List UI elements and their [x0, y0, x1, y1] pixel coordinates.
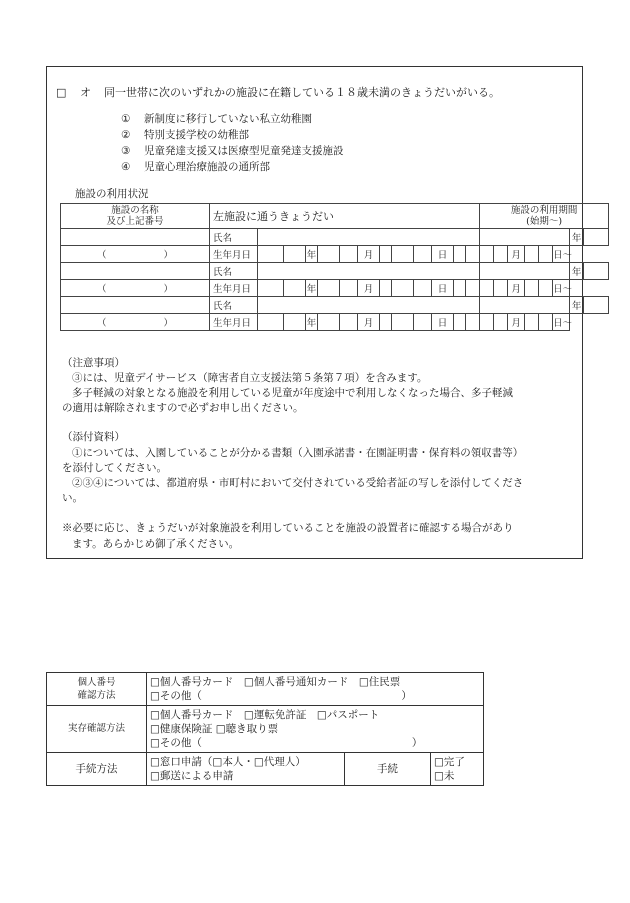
personal-number-option-line-2[interactable]: □その他（ ） — [150, 690, 412, 702]
period-day-label-3: 日～ — [553, 314, 570, 331]
period-year-boxes-1[interactable] — [480, 229, 570, 246]
birth-month-label-1: 月 — [358, 246, 380, 263]
facility-num-4: ④ — [121, 161, 131, 173]
name-label-1: 氏名 — [210, 229, 258, 246]
birth-year-label-3: 年 — [306, 314, 318, 331]
facility-text-2: 特別支援学校の幼稚部 — [144, 129, 249, 141]
period-day-label-2: 日～ — [553, 280, 570, 297]
procedure-method-label: 手続方法 — [47, 753, 147, 786]
facility-number-paren-1[interactable]: （ ） — [61, 246, 210, 263]
facility-text-3: 児童発達支援又は医療型児童発達支援施設 — [144, 145, 344, 157]
footnote-line-2: ます。あらかじめ御了承ください。 — [72, 538, 240, 550]
confirmation-table — [46, 672, 484, 786]
birth-month-label-2: 月 — [358, 280, 380, 297]
attach-line-4: い。 — [62, 492, 83, 504]
attach-line-3: ②③④については、都道府県・市町村において交付されている受給者証の写しを添付してくださ — [72, 477, 524, 489]
birth-year-label-1: 年 — [306, 246, 318, 263]
facility-name-cell-2[interactable] — [61, 263, 210, 280]
facility-name-cell-1[interactable] — [61, 229, 210, 246]
period-year-label-2: 年 — [570, 263, 584, 280]
period-year-label-3: 年 — [570, 297, 584, 314]
period-month-label-1: 月 — [508, 246, 525, 263]
period-year-label-1: 年 — [570, 229, 584, 246]
personal-number-option-line-1[interactable]: □個人番号カード □個人番号通知カード □住民票 — [150, 676, 401, 688]
period-day-label-1: 日～ — [553, 246, 570, 263]
header-usage-period: 施設の利用期間 (始期～) — [480, 204, 609, 229]
personal-number-options[interactable] — [147, 673, 484, 706]
period-month-label-3: 月 — [508, 314, 525, 331]
period-year-boxes-3[interactable] — [480, 297, 570, 314]
name-input-3[interactable] — [258, 297, 480, 314]
notes-line-1: ③には、児童デイサービス（障害者自立支援法第５条第７項）を含みます。 — [72, 372, 428, 384]
notes-title: （注意事項） — [62, 357, 125, 369]
item-o-checkbox[interactable]: □ — [56, 86, 67, 99]
identity-options[interactable] — [147, 706, 484, 753]
period-month-label-2: 月 — [508, 280, 525, 297]
facility-number-paren-3[interactable]: （ ） — [61, 314, 210, 331]
footnote-line-1: ※必要に応じ、きょうだいが対象施設を利用していることを施設の設置者に確認する場合があり — [62, 522, 514, 534]
identity-option-line-3[interactable]: □その他（ ） — [150, 737, 423, 749]
identity-option-line-2[interactable]: □健康保険証 □聴き取り票 — [150, 723, 279, 735]
procedure-method-options[interactable] — [147, 753, 345, 786]
attach-title: （添付資料） — [62, 431, 125, 443]
name-label-2: 氏名 — [210, 263, 258, 280]
identity-confirm-label: 実存確認方法 — [47, 706, 147, 753]
name-input-2[interactable] — [258, 263, 480, 280]
facility-text-1: 新制度に移行していない私立幼稚園 — [144, 113, 312, 125]
facility-name-cell-3[interactable] — [61, 297, 210, 314]
birth-label-1: 生年月日 — [210, 246, 258, 263]
procedure-option-mail[interactable]: □郵送による申請 — [150, 770, 234, 782]
notes-line-3: の適用は解除されますので必ずお申し出ください。 — [62, 402, 304, 414]
personal-number-confirm-label: 個人番号 確認方法 — [47, 673, 147, 706]
facility-num-1: ① — [121, 113, 131, 125]
procedure-status-complete[interactable]: □完了 — [434, 756, 465, 768]
header-sibling: 左施設に通うきょうだい — [210, 204, 480, 229]
procedure-label: 手続 — [345, 753, 431, 786]
birth-month-label-3: 月 — [358, 314, 380, 331]
facility-usage-table — [60, 203, 609, 331]
attach-line-2: を添付してください。 — [62, 462, 167, 474]
item-o-label: オ — [80, 86, 91, 99]
identity-option-line-1[interactable]: □個人番号カード □運転免許証 □パスポート — [150, 709, 380, 721]
facility-number-paren-2[interactable]: （ ） — [61, 280, 210, 297]
procedure-option-window[interactable]: □窓口申請（□本人・□代理人） — [150, 756, 306, 768]
header-facility-name: 施設の名称 及び上記番号 — [61, 204, 210, 229]
item-o-text: 同一世帯に次のいずれかの施設に在籍している１８歳未満のきょうだいがいる。 — [104, 86, 500, 99]
birth-label-2: 生年月日 — [210, 280, 258, 297]
procedure-status-options[interactable] — [431, 753, 484, 786]
facility-text-4: 児童心理治療施設の通所部 — [144, 161, 270, 173]
procedure-status-pending[interactable]: □未 — [434, 770, 455, 782]
birth-year-label-2: 年 — [306, 280, 318, 297]
usage-title: 施設の利用状況 — [75, 188, 149, 200]
birth-label-3: 生年月日 — [210, 314, 258, 331]
birth-day-label-2: 日 — [432, 280, 454, 297]
facility-num-3: ③ — [121, 145, 131, 157]
facility-num-2: ② — [121, 129, 131, 141]
birth-day-label-3: 日 — [432, 314, 454, 331]
name-input-1[interactable] — [258, 229, 480, 246]
notes-line-2: 多子軽減の対象となる施設を利用している児童が年度途中で利用しなくなった場合、多子軽減 — [72, 387, 513, 399]
period-year-boxes-2[interactable] — [480, 263, 570, 280]
attach-line-1: ①については、入園していることが分かる書類（入園承諾書・在園証明書・保育料の領収書等） — [72, 447, 524, 459]
birth-day-label-1: 日 — [432, 246, 454, 263]
name-label-3: 氏名 — [210, 297, 258, 314]
